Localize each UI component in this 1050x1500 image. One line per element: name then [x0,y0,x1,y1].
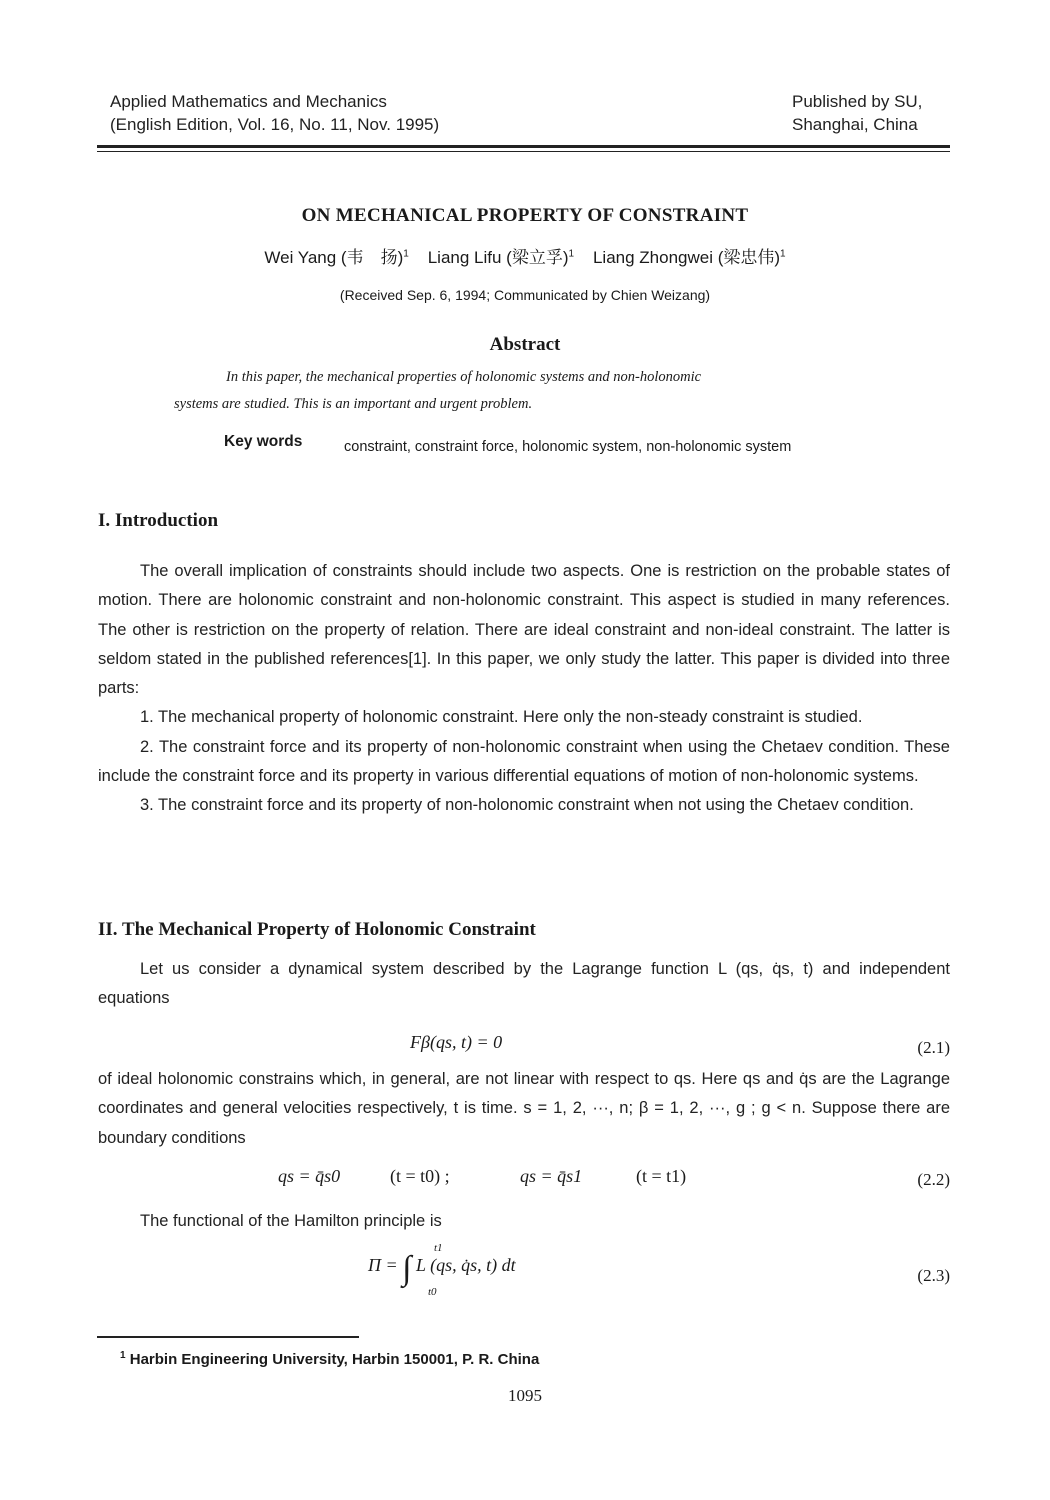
intro-item-2: 2. The constraint force and its property of non-holonomic constraint when using the Chetaev condition. These include the constraint force and its property in various differential equations of motion of non-holonomic systems. [98,737,950,786]
footnote [120,1350,539,1368]
paper-title: ON MECHANICAL PROPERTY OF CONSTRAINT [301,205,749,226]
journal-line1: Applied Mathematics and Mechanics [110,92,387,111]
section2-para1-text: Let us consider a dynamical system described by the Lagrange function L (qs, q̇s, t) and independent equations [98,960,950,1008]
publisher-line2: Shanghai, China [792,115,918,134]
equation-number-2-3: (2.3) [917,1266,950,1285]
abstract-line2: systems are studied. This is an important and urgent problem. [174,396,533,412]
header-rule-thick [97,145,950,148]
keywords-text: constraint, constraint force, holonomic system, non-holonomic system [344,439,792,455]
equation-2-1: Fβ(qs, t) = 0 [410,1032,503,1052]
equation-2-2a-condition: (t = t0) ; [390,1166,450,1186]
abstract-heading: Abstract [489,334,561,355]
integral-sign-icon: ∫ [402,1250,412,1287]
intro-item-3: 3. The constraint force and its property of non-holonomic constraint when not using the Chetaev condition. [140,796,914,815]
equation-number-2-2: (2.2) [917,1170,950,1189]
footnote-rule [97,1336,359,1338]
author-list [0,243,1050,268]
abstract-line1: In this paper, the mechanical properties of holonomic systems and non-holonomic [226,369,702,385]
equation-2-2b-condition: (t = t1) [636,1166,687,1186]
abstract-text [174,364,868,418]
footnote-marker: 1 [120,1350,126,1361]
section2-para3-text: The functional of the Hamilton principle is [140,1212,442,1230]
eq3-integrand: L (qs, q̇s, t) dt [415,1255,516,1275]
eq3-lhs: Π = [368,1255,398,1275]
equation-2-3 [368,1242,628,1300]
eq3-upper-limit: t1 [434,1242,443,1254]
footnote-text: Harbin Engineering University, Harbin 150001, P. R. China [129,1351,540,1368]
section2-para1 [98,955,950,1014]
received-note: (Received Sep. 6, 1994; Communicated by Chien Weizang) [339,287,711,303]
author-1: Wei Yang (韦 扬)$^1$ [264,248,409,267]
section2-para3 [98,1207,950,1236]
author-3: Liang Zhongwei (梁忠伟)$^1$ [592,248,786,267]
publisher-info [792,90,922,136]
equation-number-2-1: (2.1) [917,1038,950,1057]
publisher-line1: Published by SU, [792,92,923,111]
author-2: Liang Lifu (梁立孚)$^1$ [427,248,575,267]
section-heading-holonomic: II. The Mechanical Property of Holonomic Constraint [98,919,536,940]
intro-paragraph: The overall implication of constraints should include two aspects. One is restriction on the probable states of motion. There are holonomic constraint and non-holonomic constraint. This aspect is studied in many references. The other is restriction on the property of relation. There are ideal constraint and non-ideal constraint. The latter is seldom stated in the published references[1]. In this paper, we only study the latter. This paper is divided into three parts: [98,562,950,698]
equation-2-2b: qs = q̄s1 [520,1166,583,1186]
page-number: 1095 [508,1386,542,1405]
keywords-label: Key words [224,433,303,450]
introduction-body [98,557,950,821]
journal-line2: (English Edition, Vol. 16, No. 11, Nov. 1995) [110,115,440,134]
section2-para2 [98,1065,950,1153]
intro-item-1: 1. The mechanical property of holonomic constraint. Here only the non-steady constraint is studied. [140,708,863,727]
header-rule-thin [97,151,950,152]
eq3-lower-limit: t0 [428,1286,437,1298]
equation-2-2a: qs = q̄s0 [278,1166,341,1186]
journal-name [110,90,439,136]
section2-para2-text: of ideal holonomic constrains which, in general, are not linear with respect to qs. Here qs and q̇s are the Lagrange coordinates and general velocities respectively, t is time. s = 1, 2, ···, n; β = 1, 2, ···, g ; g < n. Suppose there are boundary conditions [98,1070,950,1147]
section-heading-introduction: I. Introduction [98,510,219,531]
